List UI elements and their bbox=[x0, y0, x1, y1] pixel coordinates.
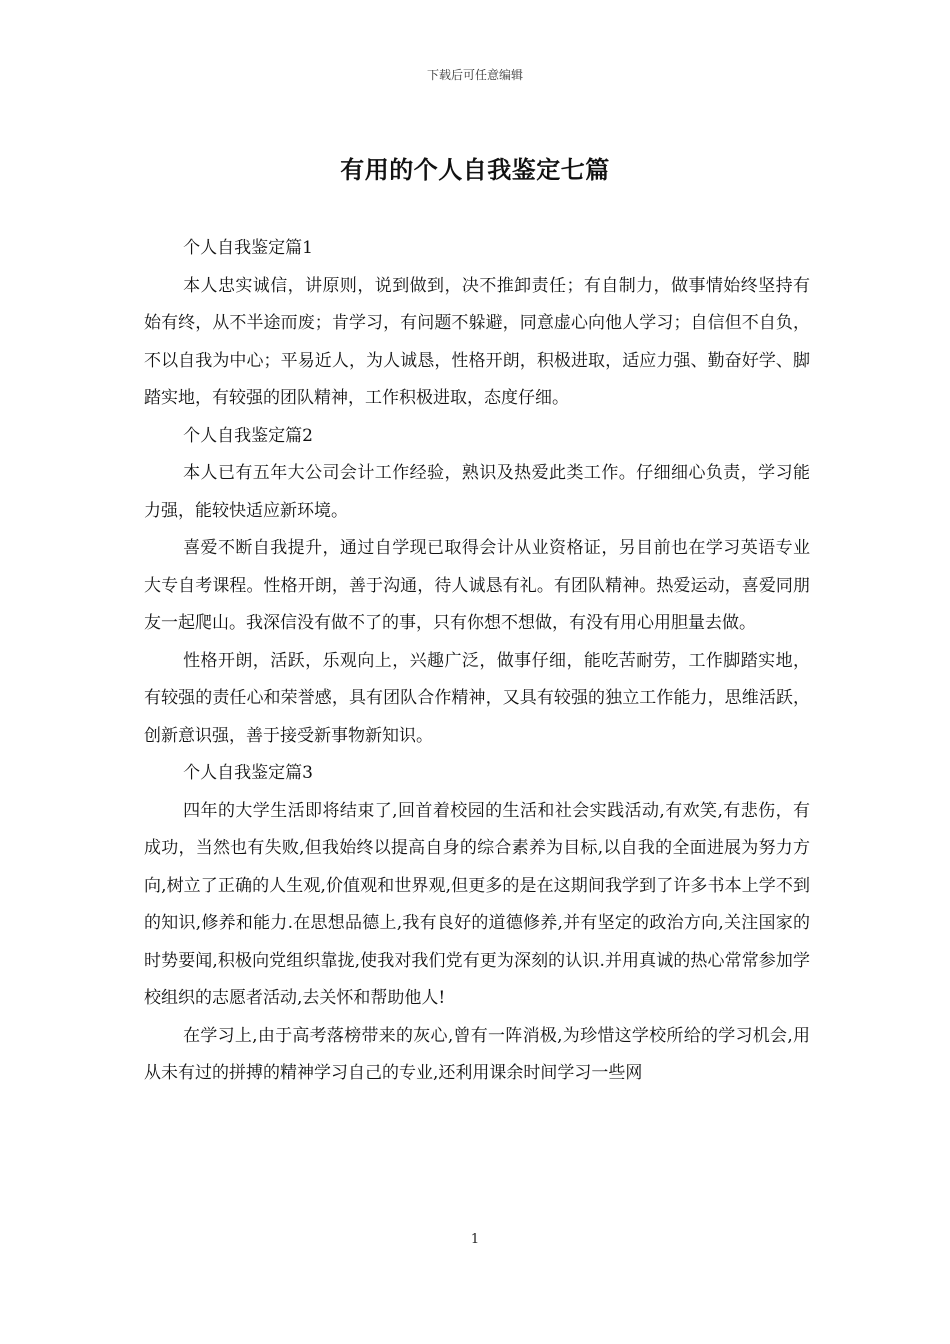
body-paragraph: 四年的大学生活即将结束了,回首着校园的生活和社会实践活动,有欢笑,有悲伤，有成功，当然也有失败,但我始终以提高自身的综合素养为目标,以自我的全面进展为努力方向,树立了正确的人生观,价值观和世界观,但更多的是在这期间我学到了许多书本上学不到的知识,修养和能力.在思想品德上,我有良好的道德修养,并有坚定的政治方向,关注国家的时势要闻,积极向党组织靠拢,使我对我们党有更为深刻的认识.并用真诚的热心常常参加学校组织的志愿者活动,去关怀和帮助他人! bbox=[144, 800, 810, 1008]
document-body bbox=[144, 230, 810, 1093]
document-title: 有用的个人自我鉴定七篇 bbox=[340, 155, 610, 184]
body-paragraph: 在学习上,由于高考落榜带来的灰心,曾有一阵消极,为珍惜这学校所给的学习机会,用从未有过的拼搏的精神学习自己的专业,还利用课余时间学习一些网 bbox=[144, 1025, 810, 1083]
page-number: 1 bbox=[470, 1232, 480, 1247]
body-paragraph: 本人忠实诚信，讲原则，说到做到，决不推卸责任；有自制力，做事情始终坚持有始有终，从不半途而废；肯学习，有问题不躲避，同意虚心向他人学习；自信但不自负，不以自我为中心；平易近人，为人诚恳，性格开朗，积极进取，适应力强、勤奋好学、脚踏实地，有较强的团队精神，工作积极进取，态度仔细。 bbox=[144, 275, 810, 408]
body-paragraph: 本人已有五年大公司会计工作经验，熟识及热爱此类工作。仔细细心负责，学习能力强，能较快适应新环境。 bbox=[144, 463, 810, 521]
page-header-note: 下载后可任意编辑 bbox=[426, 68, 523, 82]
section-heading: 个人自我鉴定篇1 bbox=[183, 238, 313, 258]
body-paragraph: 性格开朗，活跃，乐观向上，兴趣广泛，做事仔细，能吃苦耐劳，工作脚踏实地，有较强的责任心和荣誉感，具有团队合作精神，又具有较强的独立工作能力，思维活跃，创新意识强，善于接受新事物新知识。 bbox=[144, 650, 810, 746]
section-heading: 个人自我鉴定篇3 bbox=[183, 763, 313, 783]
section-heading: 个人自我鉴定篇2 bbox=[183, 425, 313, 446]
body-paragraph: 喜爱不断自我提升，通过自学现已取得会计从业资格证，另目前也在学习英语专业大专自考课程。性格开朗，善于沟通，待人诚恳有礼。有团队精神。热爱运动，喜爱同朋友一起爬山。我深信没有做不了的事，只有你想不想做，有没有用心用胆量去做。 bbox=[144, 538, 810, 633]
